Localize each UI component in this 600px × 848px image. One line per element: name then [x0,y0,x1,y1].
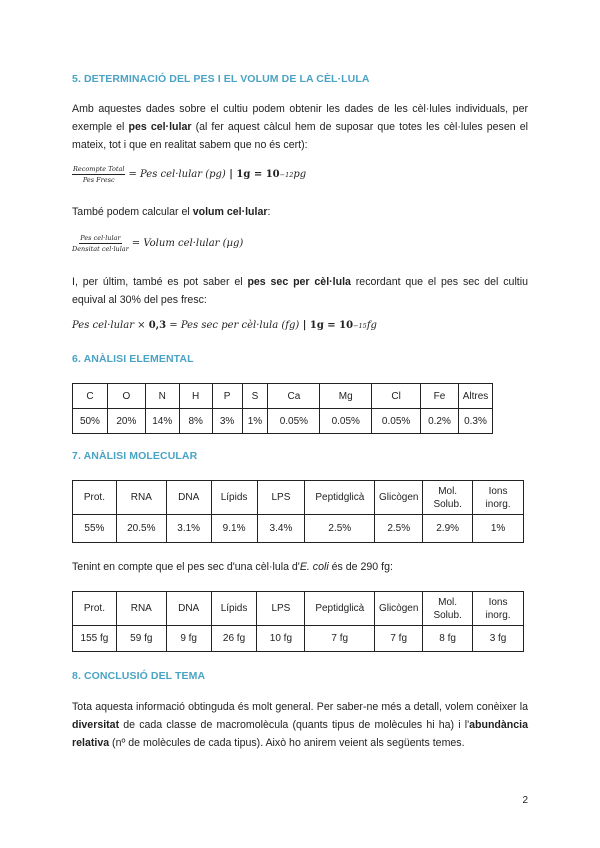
formula-factor: 0,3 [148,320,167,331]
unit-end: pg [293,169,307,180]
formula-rhs: = Pes sec per cèl·lula (fg) [166,320,300,331]
table-value-cell: 50% [73,409,108,434]
bold-term-pes-sec: pes sec per cèl·lula [247,276,351,288]
unit-conversion: 1g = 10 [236,169,280,180]
paragraph-text: També podem calcular el [72,206,193,218]
table-header-cell: DNA [166,592,211,626]
table-value-cell: 3% [212,409,242,434]
elemental-analysis-table [72,383,493,434]
paragraph-text: I, per últim, també es pot saber el [72,276,248,288]
fraction-numerator: Recompte Total [73,165,125,173]
table-header-cell: P [212,384,242,409]
section-5-paragraph-1 [72,100,528,154]
formula-volum-cellular [72,234,243,253]
molecular-analysis-mass-table [72,591,524,652]
paragraph-text: (al fer aquest càlcul hem de suposar que totes les cèl·lules pesen el mateix, tot i que en realitat sabem que no és cert): [72,121,528,151]
table-value-cell: 0.05% [372,409,421,434]
section-5-heading: 5. DETERMINACIÓ DEL PES I EL VOLUM DE LA CÈL·LULA [72,73,370,85]
table-value-cell: 2.5% [305,515,375,543]
table-value-cell: 2.5% [375,515,423,543]
table-header-cell: Mol. Solub. [423,592,473,626]
table-value-cell: 0.05% [320,409,372,434]
section-6-heading: 6. ANÀLISI ELEMENTAL [72,353,194,365]
fraction [72,165,125,184]
table-header-cell: Glicògen [375,481,423,515]
table-header-cell: Lípids [211,592,257,626]
table-header-cell: Cl [372,384,421,409]
section-8-paragraph [72,698,528,752]
species-name: E. coli [299,561,329,573]
unit-conversion: 1g = 10 [309,320,354,331]
paragraph-text: Tota aquesta informació obtinguda és molt general. Per saber-ne més a detall, volem conèixer la [72,701,528,713]
table-header-cell: Fe [421,384,459,409]
table-header-cell: S [242,384,268,409]
table-header-cell: Glicògen [375,592,423,626]
paragraph-text: recordant que el pes sec del cultiu equival al 30% del pes fresc: [72,276,528,306]
section-5-paragraph-3 [72,273,528,309]
table-header-cell: Mol. Solub. [423,481,473,515]
table-value-cell: 8% [179,409,212,434]
table-header-cell: LPS [257,481,305,515]
bold-term-volum-cellular: volum cel·lular [192,206,268,218]
table-value-cell: 8 fg [423,626,473,652]
formula-rhs: = Pes cel·lular (pg) [128,169,226,180]
table-header-cell: Prot. [73,481,117,515]
table-value-cell: 7 fg [375,626,423,652]
table-header-cell: Peptidglicà [305,481,375,515]
molecular-analysis-percent-table [72,480,524,543]
table-value-cell: 7 fg [305,626,375,652]
table-value-cell: 155 fg [73,626,117,652]
table-header-cell: N [145,384,179,409]
table-value-cell: 3.1% [166,515,211,543]
table-value-cell: 14% [145,409,179,434]
table-header-cell: Altres [458,384,492,409]
fraction-denominator: Pes Fresc [82,176,115,184]
formula-separator: | [299,320,310,331]
unit-end: fg [366,320,377,331]
section-5-paragraph-2 [72,203,528,221]
formula-pes-cellular [72,165,306,184]
table-header-cell: H [179,384,212,409]
table-value-cell: 20.5% [116,515,166,543]
table-value-cell: 26 fg [211,626,257,652]
unit-exponent: −12 [279,170,294,179]
fraction [72,234,129,253]
table-value-cell: 10 fg [257,626,305,652]
fraction-denominator: Densitat cel·lular [72,245,129,253]
table-header-cell: Lípids [211,481,257,515]
formula-lhs: Pes cel·lular × [72,320,149,331]
unit-exponent: −15 [353,321,367,330]
table-header-cell: DNA [166,481,211,515]
table-value-cell: 3.4% [257,515,305,543]
table-header-cell: Ions inorg. [473,592,524,626]
fraction-numerator: Pes cel·lular [80,234,121,242]
table-header-cell: Ions inorg. [473,481,524,515]
paragraph-text: és de 290 fg: [328,561,393,573]
section-8-heading: 8. CONCLUSIÓ DEL TEMA [72,670,206,682]
formula-rhs: = Volum cel·lular (µg) [131,238,244,249]
table-header-cell: Mg [320,384,372,409]
table-value-cell: 59 fg [116,626,166,652]
table-header-cell: LPS [257,592,305,626]
table-header-cell: RNA [116,592,166,626]
table-value-cell: 9 fg [166,626,211,652]
table-value-cell: 3 fg [473,626,524,652]
paragraph-text: de cada classe de macromolècula (quants tipus de molècules hi ha) i l' [119,719,470,731]
paragraph-text: (nº de molècules de cada tipus). Això ho anirem veient als següents temes. [109,737,465,749]
formula-separator: | [225,169,237,180]
bold-term-diversitat: diversitat [72,719,120,731]
table-value-cell: 0.2% [421,409,459,434]
bold-term-pes-cellular: pes cel·lular [128,121,192,133]
paragraph-text: : [267,206,271,218]
formula-pes-sec [72,320,377,331]
table-value-cell: 1% [242,409,268,434]
table-header-cell: RNA [116,481,166,515]
page-number: 2 [522,795,528,806]
table-value-cell: 55% [73,515,117,543]
table-value-cell: 1% [473,515,524,543]
table-header-cell: Prot. [73,592,117,626]
section-7-intro [72,558,528,576]
section-7-heading: 7. ANÀLISI MOLECULAR [72,450,198,462]
paragraph-text: Tenint en compte que el pes sec d'una cèl·lula d' [72,561,300,573]
table-value-cell: 20% [107,409,145,434]
table-value-cell: 0.3% [458,409,492,434]
table-header-cell: Peptidglicà [305,592,375,626]
table-value-cell: 9.1% [211,515,257,543]
table-value-cell: 0.05% [268,409,320,434]
table-value-cell: 2.9% [423,515,473,543]
table-header-cell: O [107,384,145,409]
bold-term-abundancia-relativa: abundància relativa [72,719,528,749]
table-header-cell: Ca [268,384,320,409]
table-header-cell: C [73,384,108,409]
paragraph-text: Amb aquestes dades sobre el cultiu podem obtenir les dades de les cèl·lules individuals, per exemple el [72,103,528,133]
